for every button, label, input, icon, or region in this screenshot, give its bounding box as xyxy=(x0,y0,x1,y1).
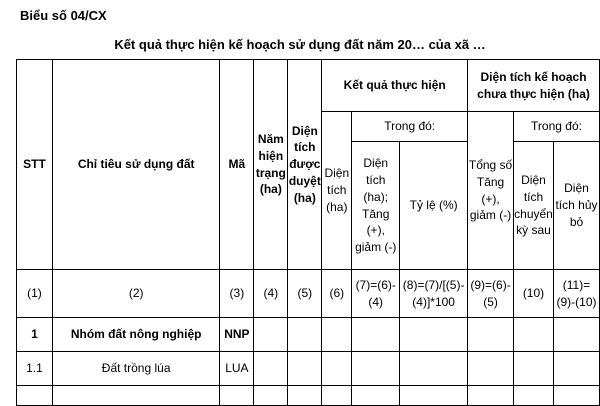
table-cell xyxy=(468,352,514,386)
column-ref-5: (5) xyxy=(288,270,322,318)
header-stt: STT xyxy=(17,60,53,270)
land-use-plan-table xyxy=(16,59,600,406)
header-indicator: Chỉ tiêu sử dụng đất xyxy=(52,60,219,270)
column-ref-2: (2) xyxy=(52,270,219,318)
table-cell xyxy=(553,318,599,352)
table-cell xyxy=(514,352,554,386)
table-row xyxy=(17,386,600,406)
header-carried-over: Diện tích chuyển kỳ sau xyxy=(514,142,554,270)
header-total-change: Tổng số Tăng (+), giảm (-) xyxy=(468,112,514,270)
row-name: Nhóm đất nông nghiệp xyxy=(52,318,219,352)
row-stt: 1 xyxy=(17,318,53,352)
column-ref-4: (4) xyxy=(254,270,288,318)
column-ref-7: (7)=(6)-(4) xyxy=(352,270,400,318)
table-cell xyxy=(288,318,322,352)
table-cell xyxy=(322,318,352,352)
header-approved-area: Diện tích được duyệt (ha) xyxy=(288,60,322,270)
table-cell xyxy=(52,386,219,406)
table-cell xyxy=(254,352,288,386)
header-result-area: Diện tích (ha) xyxy=(322,112,352,270)
header-cancelled: Diện tích hủy bỏ xyxy=(553,142,599,270)
table-cell xyxy=(254,318,288,352)
table-row xyxy=(17,352,600,386)
table-cell xyxy=(322,386,352,406)
form-code: Biểu số 04/CX xyxy=(20,8,107,23)
table-cell xyxy=(352,352,400,386)
row-name: Đất trồng lúa xyxy=(52,352,219,386)
row-code: LUA xyxy=(220,352,254,386)
table-cell xyxy=(352,386,400,406)
table-cell xyxy=(468,386,514,406)
header-result-group: Kết quả thực hiện xyxy=(322,60,468,112)
table-cell xyxy=(400,352,468,386)
table-cell xyxy=(514,318,554,352)
table-cell xyxy=(288,352,322,386)
table-cell xyxy=(352,318,400,352)
table-cell xyxy=(17,386,53,406)
header-unimplemented-group: Diện tích kế hoạch chưa thực hiện (ha) xyxy=(468,60,600,112)
table-cell xyxy=(400,318,468,352)
row-stt: 1.1 xyxy=(17,352,53,386)
column-ref-9: (9)=(6)-(5) xyxy=(468,270,514,318)
column-ref-3: (3) xyxy=(220,270,254,318)
column-ref-6: (6) xyxy=(322,270,352,318)
column-ref-8: (8)=(7)/[(5)-(4)]*100 xyxy=(400,270,468,318)
header-current-area: Năm hiện trạng (ha) xyxy=(254,60,288,270)
table-row xyxy=(17,318,600,352)
table-cell xyxy=(468,318,514,352)
header-code: Mã xyxy=(220,60,254,270)
table-cell xyxy=(322,352,352,386)
table-cell xyxy=(254,386,288,406)
table-cell xyxy=(553,352,599,386)
row-code: NNP xyxy=(220,318,254,352)
column-ref-10: (10) xyxy=(514,270,554,318)
header-of-which-unimplemented: Trong đó: xyxy=(514,112,600,142)
table-cell xyxy=(553,386,599,406)
header-change-area: Diện tích (ha); Tăng (+), giảm (-) xyxy=(352,142,400,270)
table-cell xyxy=(220,386,254,406)
table-cell xyxy=(400,386,468,406)
header-percent: Tỷ lệ (%) xyxy=(400,142,468,270)
document-title: Kết quả thực hiện kế hoạch sử dụng đất năm 20… của xã … xyxy=(114,37,486,52)
column-ref-11: (11)=(9)-(10) xyxy=(553,270,599,318)
table-cell xyxy=(288,386,322,406)
table-cell xyxy=(514,386,554,406)
header-of-which-result: Trong đó: xyxy=(352,112,468,142)
column-ref-1: (1) xyxy=(17,270,53,318)
